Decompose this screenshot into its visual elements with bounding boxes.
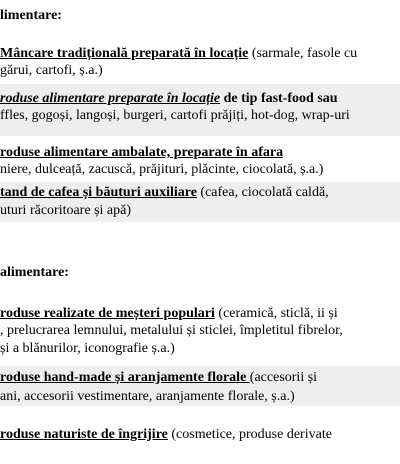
item-description: (sarmale, fasole cu [248, 46, 358, 61]
list-item-title-line: roduse alimentare preparate în locație de tip fast-food sau [0, 91, 338, 106]
list-item-title-line [0, 305, 338, 322]
list-item-desc-line: ani, accesorii vestimentare, aranjamente florale, ș.a.) [0, 389, 295, 404]
list-item-desc-line: ffles, gogoși, langoși, burgeri, cartofi prăjiți, hot-dog, wrap-uri [0, 108, 350, 123]
list-item-desc-line: , prelucrarea lemnului, metalului și sticlei, împletitul fibrelor, [0, 323, 343, 338]
item-title: roduse realizate de meșteri populari [0, 306, 215, 321]
item-title: roduse alimentare ambalate, preparate în afara [0, 145, 284, 160]
list-item-title-line [0, 45, 357, 62]
section-heading: limentare: [0, 8, 62, 23]
section-heading: alimentare: [0, 265, 69, 280]
item-description: (ceramică, sticlă, ii și [214, 306, 338, 321]
list-item-title-line [0, 184, 329, 201]
item-title: Mâncare tradițională preparată în locație [0, 46, 249, 61]
item-title: roduse hand-made și aranjamente florale [0, 370, 250, 385]
list-item-desc-line: niere, dulceață, zacuscă, prăjituri, plăcinte, ciocolată, ș.a.) [0, 162, 324, 177]
list-item-desc-line: gărui, cartofi, ș.a.) [0, 63, 103, 78]
item-title: roduse naturiste de îngrijire [0, 427, 168, 442]
item-description: (cafea, ciocolată caldă, [196, 185, 329, 200]
list-item-desc-line: uturi răcoritoare și apă) [0, 203, 131, 218]
item-title: tand de cafea și băuturi auxiliare [0, 185, 197, 200]
item-description: (cosmetice, produse derivate [167, 427, 332, 442]
list-item-title-line [0, 144, 283, 161]
item-title: roduse alimentare preparate în locație [0, 91, 221, 106]
list-item-desc-line: și a blănurilor, iconografie ș.a.) [0, 341, 175, 356]
list-item-title-line [0, 426, 332, 443]
item-description: (accesorii și [249, 370, 318, 385]
list-item-title-line [0, 369, 317, 386]
